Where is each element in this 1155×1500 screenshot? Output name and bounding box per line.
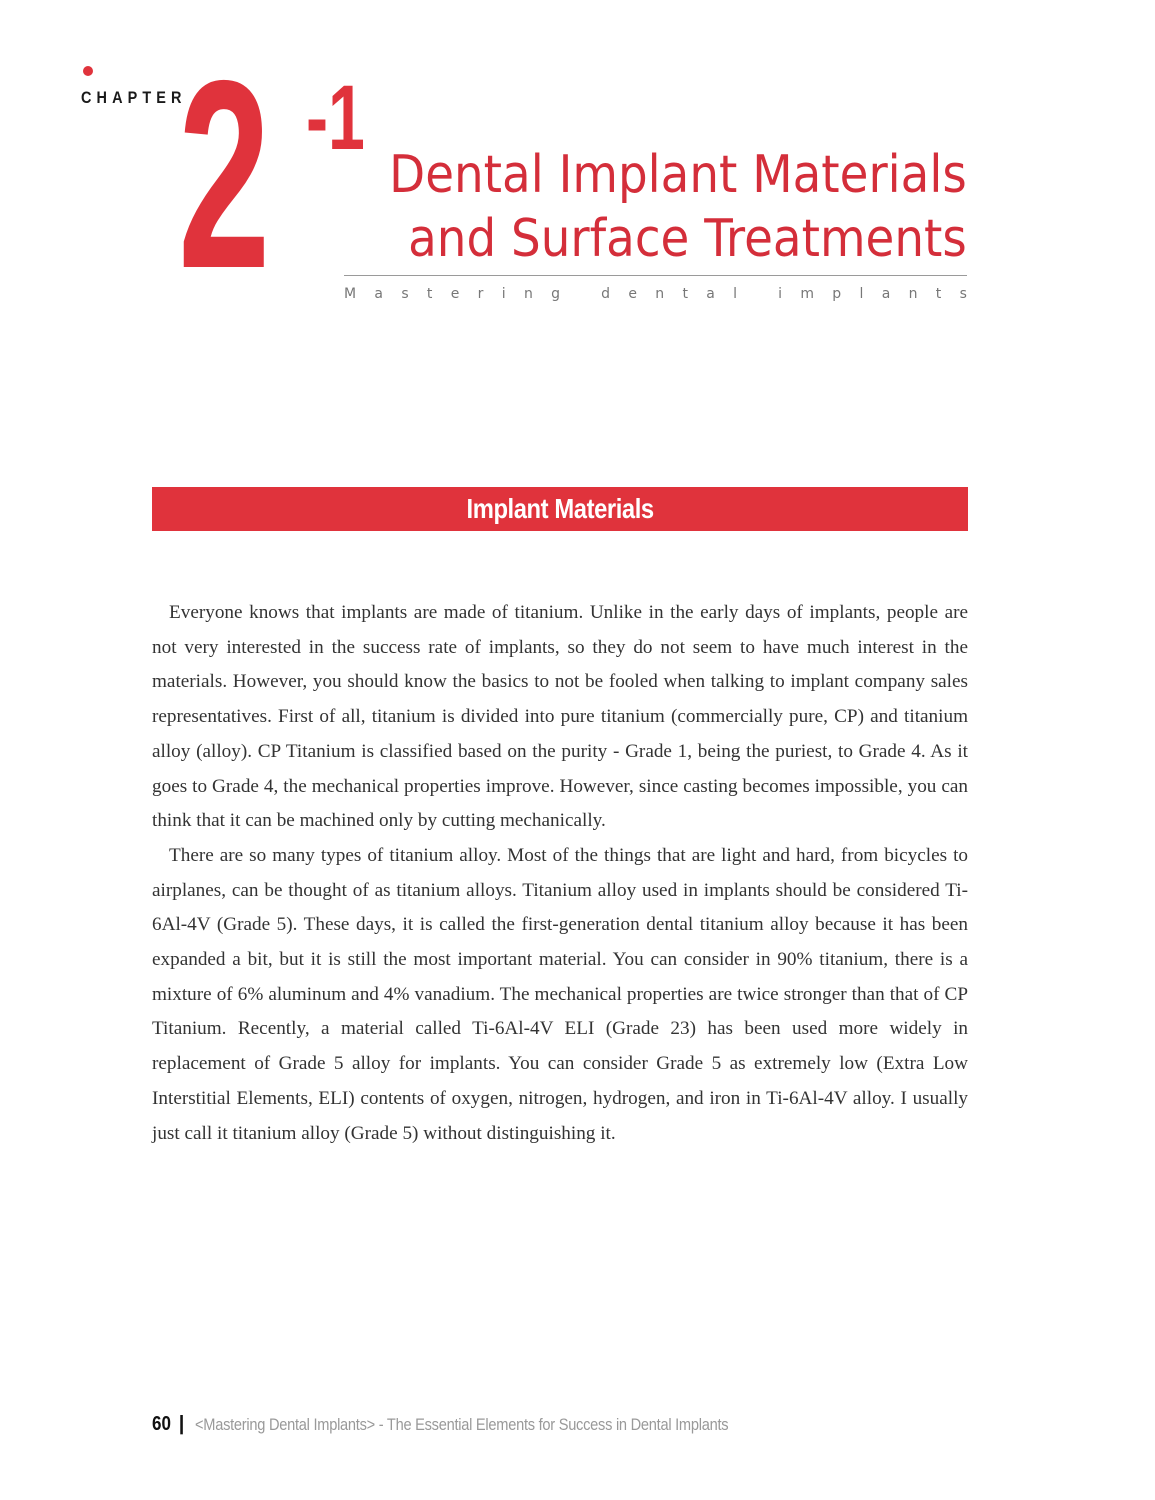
chapter-title xyxy=(389,143,967,271)
page-footer xyxy=(152,1413,815,1436)
chapter-sub-number: -1 xyxy=(306,67,365,169)
chapter-label: CHAPTER xyxy=(81,88,187,107)
chapter-number: 2 xyxy=(178,24,267,324)
subtitle-letter: r xyxy=(477,286,484,302)
subtitle-letter: m xyxy=(800,286,814,302)
subtitle-letter: d xyxy=(601,286,610,302)
subtitle-letter: p xyxy=(832,286,842,302)
subtitle-letter: n xyxy=(523,286,533,302)
subtitle-letter: a xyxy=(706,286,715,302)
subtitle-letter: l xyxy=(859,286,864,302)
subtitle-letter: e xyxy=(628,286,637,302)
subtitle-letter: i xyxy=(778,286,783,302)
chapter-subtitle xyxy=(344,286,967,302)
subtitle-letter: a xyxy=(374,286,383,302)
subtitle-letter: i xyxy=(501,286,506,302)
subtitle-letter: t xyxy=(682,286,688,302)
page-number: 60 xyxy=(152,1413,171,1435)
subtitle-letter: s xyxy=(401,286,409,302)
chapter-title-line-1: Dental Implant Materials xyxy=(389,145,967,205)
subtitle-letter: a xyxy=(881,286,891,302)
section-heading: Implant Materials xyxy=(466,493,654,524)
paragraph: Everyone knows that implants are made of titanium. Unlike in the early days of implants, people are not very interested in the success rate of implants, so they do not seem to have much interest in the materials. However, you should know the basics to not be fooled when talking to implant company sales representatives. First of all, titanium is divided into pure titanium (commercially pure, CP) and titanium alloy (alloy). CP Titanium is classified based on the purity - Grade 1, being the puriest, to Grade 4. As it goes to Grade 4, the mechanical properties improve. However, since casting becomes impossible, you can think that it can be machined only by cutting mechanically. xyxy=(152,602,968,832)
body-text xyxy=(152,596,968,1151)
title-divider xyxy=(344,275,967,276)
chapter-title-line-2: and Surface Treatments xyxy=(408,209,967,269)
chapter-bullet-dot xyxy=(83,66,93,76)
subtitle-letter: l xyxy=(733,286,738,302)
subtitle-letter: t xyxy=(935,286,942,302)
paragraph: There are so many types of titanium alloy. Most of the things that are light and hard, from bicycles to airplanes, can be thought of as titanium alloys. Titanium alloy used in implants should be considered Ti-6Al-4V (Grade 5). These days, it is called the first-generation dental titanium alloy because it has been expanded a bit, but it is still the most important material. You can consider in 90% titanium, there is a mixture of 6% aluminum and 4% vanadium. The mechanical properties are twice stronger than that of CP Titanium. Recently, a material called Ti-6Al-4V ELI (Grade 23) has been used more widely in replacement of Grade 5 alloy for implants. You can consider Grade 5 as extremely low (Extra Low Interstitial Elements, ELI) contents of oxygen, nitrogen, hydrogen, and iron in Ti-6Al-4V alloy. I usually just call it titanium alloy (Grade 5) without distinguishing it. xyxy=(152,844,968,1144)
subtitle-letter: n xyxy=(655,286,665,302)
subtitle-letter xyxy=(578,286,582,302)
subtitle-letter: g xyxy=(551,286,561,302)
subtitle-letter: n xyxy=(908,286,918,302)
subtitle-letter: s xyxy=(959,286,967,302)
section-heading-bar xyxy=(152,487,968,531)
running-title: <Mastering Dental Implants> - The Essential Elements for Success in Dental Implants xyxy=(194,1415,729,1434)
subtitle-letter: e xyxy=(450,286,460,302)
subtitle-letter xyxy=(755,286,759,302)
subtitle-letter: M xyxy=(344,286,357,302)
footer-separator: | xyxy=(178,1413,185,1435)
subtitle-letter: t xyxy=(426,286,433,302)
